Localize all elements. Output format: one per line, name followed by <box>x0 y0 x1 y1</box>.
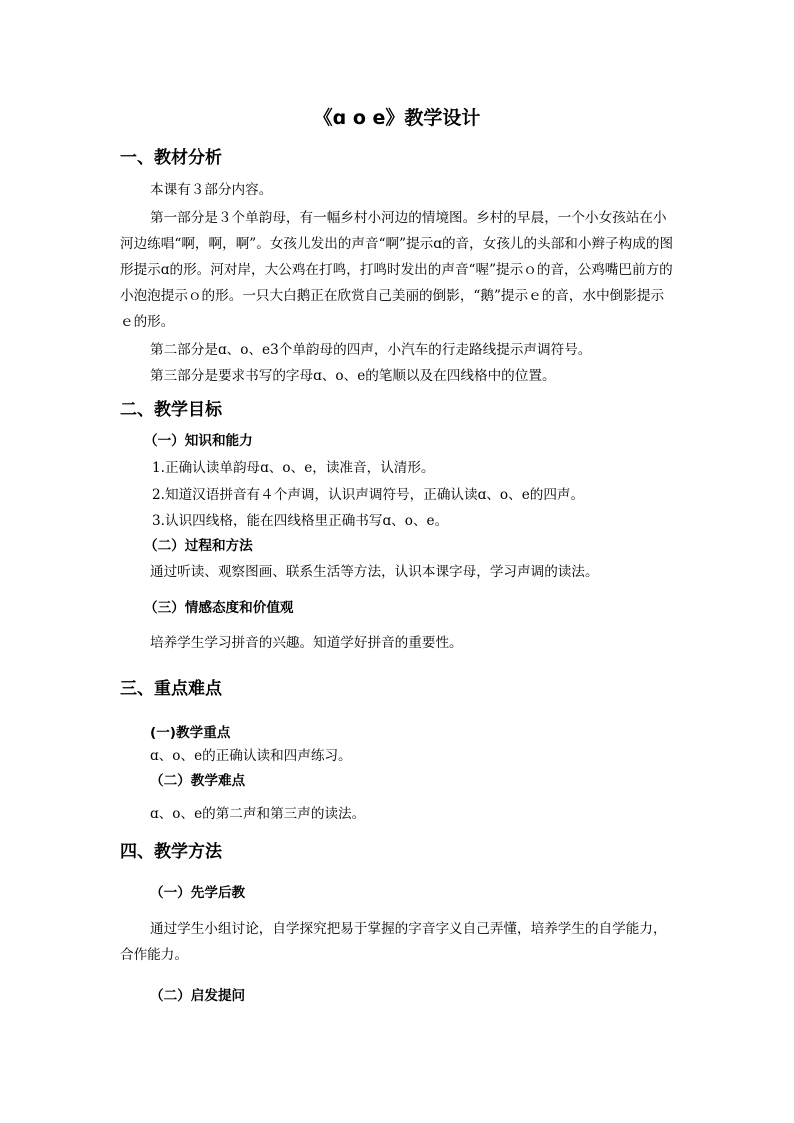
subheading-process: （二）过程和方法 <box>144 538 253 554</box>
subheading-difficulty: （二）教学难点 <box>150 773 246 789</box>
objective-item-2: 2.知道汉语拼音有４个声调，认识声调符号，正确认读ɑ、o、e的四声。 <box>152 487 585 503</box>
subheading-heuristic: （二）启发提问 <box>150 988 246 1004</box>
paragraph-learn-first: 通过学生小组讨论，自学探究把易于掌握的字音字义自己弄懂，培养学生的自学能力，合作能力。 <box>120 921 667 963</box>
objective-item-1: 1.正确认读单韵母ɑ、o、e，读准音，认清形。 <box>152 460 435 476</box>
paragraph-process: 通过听读、观察图画、联系生活等方法，认识本课字母，学习声调的读法。 <box>150 564 599 580</box>
paragraph-difficulty: ɑ、o、e的第二声和第三声的读法。 <box>150 806 366 822</box>
paragraph-part-one: 第一部分是３个单韵母，有一幅乡村小河边的情境图。乡村的早晨，一个小女孩站在小河边练唱“啊，啊，啊”。女孩儿发出的声音“啊”提示ɑ的音，女孩儿的头部和小辫子构成的图形提示ɑ的形。河对岸，大公鸡在打鸣，打鸣时发出的声音“喔”提示ｏ的音，公鸡嘴巴前方的小泡泡提示ｏ的形。一只大白鹅正在欣赏自己美丽的倒影，“鹅”提示ｅ的音，水中倒影提示ｅ的形。 <box>120 210 674 330</box>
paragraph-part-two: 第二部分是ɑ、o、e3个单韵母的四声，小汽车的行走路线提示声调符号。 <box>150 342 592 358</box>
paragraph-part-three: 第三部分是要求书写的字母ɑ、o、e的笔顺以及在四线格中的位置。 <box>150 368 556 384</box>
section-heading-key-points: 三、重点难点 <box>120 679 222 699</box>
objective-item-3: 3.认识四线格，能在四线格里正确书写ɑ、o、e。 <box>152 513 449 529</box>
paragraph-attitude: 培养学生学习拼音的兴趣。知道学好拼音的重要性。 <box>150 635 463 651</box>
document-title: 《ɑ o e》教学设计 <box>313 107 481 129</box>
section-heading-objectives: 二、教学目标 <box>120 400 222 420</box>
subheading-attitude: （三）情感态度和价值观 <box>144 600 294 616</box>
subheading-key-point: (一)教学重点 <box>150 725 231 741</box>
subheading-knowledge: （一）知识和能力 <box>144 433 253 449</box>
paragraph-key-point: ɑ、o、e的正确认读和四声练习。 <box>150 748 352 764</box>
subheading-learn-first: （一）先学后教 <box>150 885 246 901</box>
paragraph-overview: 本课有３部分内容。 <box>150 182 273 198</box>
section-heading-analysis: 一、教材分析 <box>120 148 222 168</box>
section-heading-methods: 四、教学方法 <box>120 842 222 862</box>
